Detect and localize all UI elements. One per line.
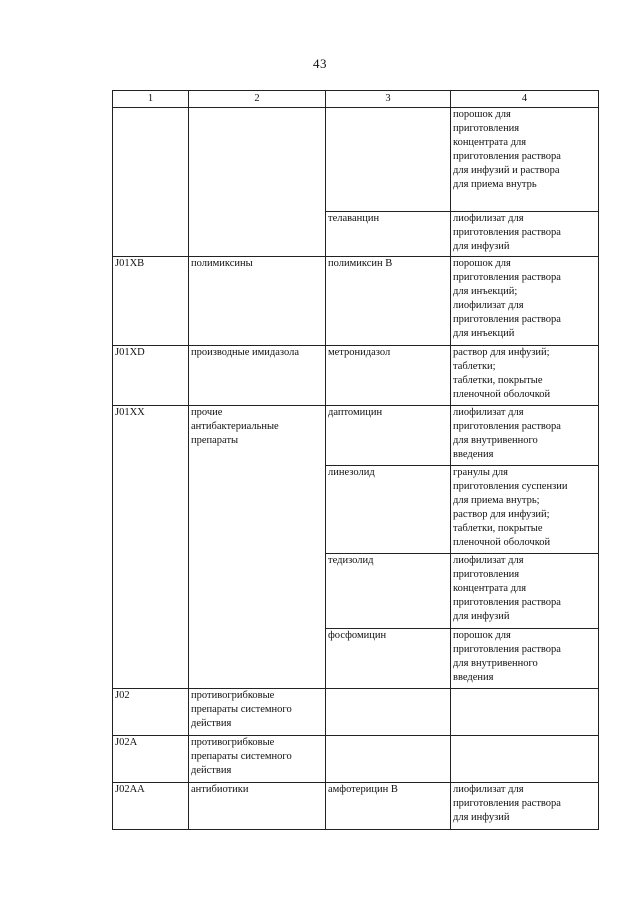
drug-name: даптомицин — [328, 407, 383, 418]
drug-cell — [326, 783, 451, 830]
table-row — [113, 257, 599, 346]
drug-table — [112, 90, 599, 830]
group-cell — [189, 689, 326, 736]
form-cell — [451, 689, 599, 736]
dosage-forms: раствор для инфузий; таблетки; таблетки, покрытые пленочной оболочкой — [453, 347, 551, 400]
group-cell — [189, 346, 326, 406]
table-row — [113, 406, 599, 466]
atc-code-cell — [113, 689, 189, 736]
atc-code: J02A — [115, 737, 138, 748]
form-cell — [451, 736, 599, 783]
drug-cell — [326, 108, 451, 212]
group-cell — [189, 108, 326, 257]
drug-cell — [326, 406, 451, 466]
dosage-forms: порошок для приготовления концентрата для приготовления раствора для инфузий и раствора для приема внутрь — [453, 109, 561, 190]
drug-cell — [326, 346, 451, 406]
table-row — [113, 108, 599, 212]
drug-cell — [326, 554, 451, 629]
dosage-forms: лиофилизат для приготовления концентрата для приготовления раствора для инфузий — [453, 555, 561, 622]
group-name: прочие антибактериальные препараты — [191, 407, 279, 446]
atc-code-cell — [113, 406, 189, 689]
table-row — [113, 689, 599, 736]
drug-name: амфотерицин В — [328, 784, 398, 795]
group-cell — [189, 736, 326, 783]
drug-cell — [326, 212, 451, 257]
form-cell — [451, 257, 599, 346]
group-cell — [189, 257, 326, 346]
group-name: противогрибковые препараты системного действия — [191, 690, 292, 729]
form-cell — [451, 783, 599, 830]
atc-code-cell — [113, 346, 189, 406]
dosage-forms: порошок для приготовления раствора для внутривенного введения — [453, 630, 561, 683]
table-row — [113, 783, 599, 830]
atc-code-cell — [113, 108, 189, 257]
atc-code-cell — [113, 736, 189, 783]
table-row — [113, 736, 599, 783]
group-name: полимиксины — [191, 258, 253, 269]
column-header-1: 1 — [113, 91, 189, 108]
atc-code-cell — [113, 783, 189, 830]
atc-code: J01XB — [115, 258, 145, 269]
column-header-3: 3 — [326, 91, 451, 108]
atc-code: J02AA — [115, 784, 145, 795]
dosage-forms: лиофилизат для приготовления раствора для инфузий — [453, 784, 561, 823]
dosage-forms: гранулы для приготовления суспензии для приема внутрь; раствор для инфузий; таблетки, покрытые пленочной оболочкой — [453, 467, 568, 548]
header-row — [113, 91, 599, 108]
group-cell — [189, 406, 326, 689]
group-name: антибиотики — [191, 784, 249, 795]
drug-name: линезолид — [328, 467, 375, 478]
drug-name: тедизолид — [328, 555, 374, 566]
table-row — [113, 346, 599, 406]
atc-code: J01XX — [115, 407, 145, 418]
dosage-forms: лиофилизат для приготовления раствора для внутривенного введения — [453, 407, 561, 460]
drug-name: метронидазол — [328, 347, 391, 358]
drug-name: фосфомицин — [328, 630, 387, 641]
form-cell — [451, 466, 599, 554]
drug-cell — [326, 629, 451, 689]
column-header-2: 2 — [189, 91, 326, 108]
form-cell — [451, 108, 599, 212]
drug-name: телаванцин — [328, 213, 380, 224]
drug-cell — [326, 736, 451, 783]
drug-cell — [326, 689, 451, 736]
group-name: противогрибковые препараты системного действия — [191, 737, 292, 776]
drug-name: полимиксин В — [328, 258, 393, 269]
form-cell — [451, 406, 599, 466]
column-header-4: 4 — [451, 91, 599, 108]
atc-code-cell — [113, 257, 189, 346]
atc-code: J01XD — [115, 347, 145, 358]
form-cell — [451, 212, 599, 257]
form-cell — [451, 554, 599, 629]
form-cell — [451, 346, 599, 406]
atc-code: J02 — [115, 690, 130, 701]
form-cell — [451, 629, 599, 689]
dosage-forms: лиофилизат для приготовления раствора для инфузий — [453, 213, 561, 252]
group-name: производные имидазола — [191, 347, 300, 358]
drug-cell — [326, 257, 451, 346]
page-number: 43 — [313, 56, 327, 71]
group-cell — [189, 783, 326, 830]
dosage-forms: порошок для приготовления раствора для инъекций; лиофилизат для приготовления раствора для инъекций — [453, 258, 561, 339]
drug-cell — [326, 466, 451, 554]
